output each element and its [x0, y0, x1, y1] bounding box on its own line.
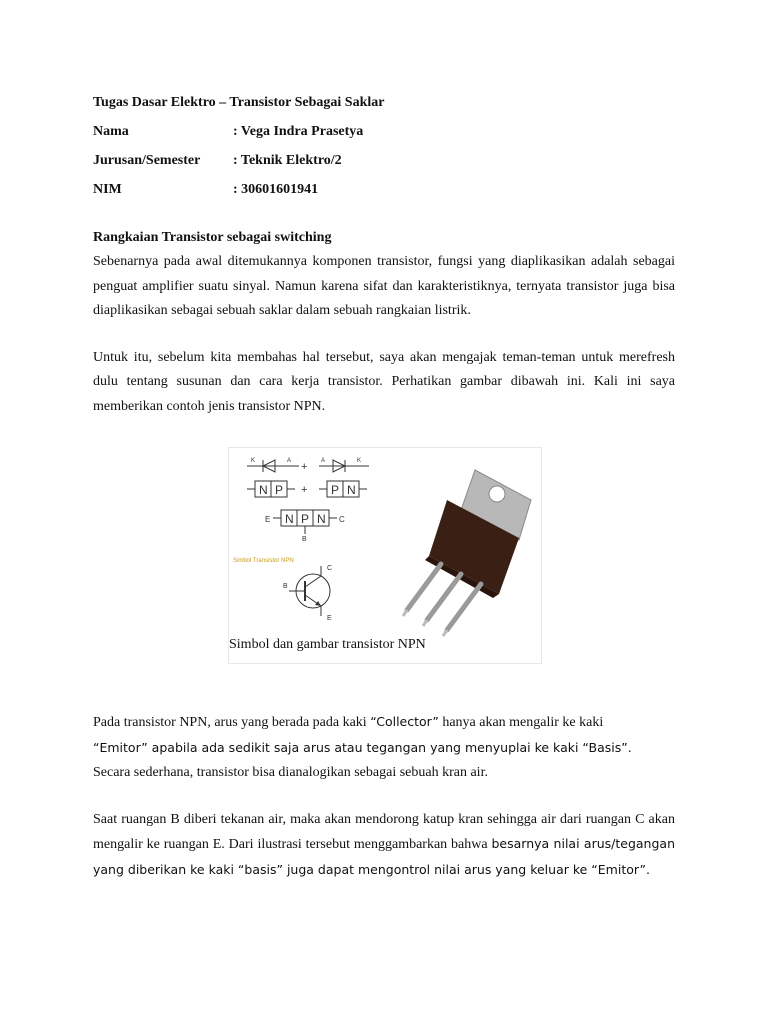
label-b: B	[302, 536, 307, 543]
label-e: E	[327, 615, 332, 622]
text-run: “Emitor” apabila ada sedikit saja arus atau tegangan yang menyuplai ke kaki “Basis”.	[93, 739, 632, 755]
document-title: Tugas Dasar Elektro – Transistor Sebagai Saklar	[93, 95, 385, 110]
document-page	[93, 88, 675, 419]
label-p: P	[275, 483, 284, 497]
field-major	[93, 146, 675, 175]
label-a: A	[287, 458, 292, 464]
text-run: “Collector”	[370, 714, 439, 729]
text-run: hanya akan mengalir ke kaki	[438, 715, 604, 730]
label-p: P	[301, 512, 310, 526]
paragraph-intro: Sebenarnya pada awal ditemukannya komponen transistor, fungsi yang diaplikasikan adalah sebagai penguat amplifier suatu sinyal. Namun karena sifat dan karakteristiknya, ternyata transistor juga bisa diaplikasikan sebagai sebuah saklar dalam sebuah rangkaian listrik.	[93, 254, 675, 318]
label-a: A	[321, 458, 326, 464]
paragraph-npn	[93, 710, 675, 761]
label-n: N	[259, 483, 268, 497]
field-label: Jurusan/Semester	[93, 153, 201, 168]
figure-caption: Simbol dan gambar transistor NPN	[229, 637, 426, 652]
label-n: N	[347, 483, 356, 497]
label-b: B	[283, 583, 288, 590]
paragraph-analogy: Secara sederhana, transistor bisa dianalogikan sebagai sebuah kran air.	[93, 765, 488, 780]
label-n: N	[317, 512, 326, 526]
label-k: K	[357, 458, 362, 464]
document-body	[93, 710, 675, 883]
field-value: : Vega Indra Prasetya	[233, 124, 364, 139]
field-value: : Teknik Elektro/2	[233, 153, 342, 168]
transistor-figure	[228, 447, 542, 664]
paragraph-water	[93, 808, 675, 884]
field-value: : 30601601941	[233, 182, 319, 197]
paragraph-refresh: Untuk itu, sebelum kita membahas hal tersebut, saya akan mengajak teman-teman untuk merefresh dulu tentang susunan dan cara kerja transistor. Perhatikan gambar dibawah ini. Kali ini saya memberikan contoh jenis transistor NPN.	[93, 349, 675, 414]
transistor-illustration	[229, 448, 543, 638]
label-n: N	[285, 512, 294, 526]
field-label: NIM	[93, 182, 122, 197]
field-nim	[93, 175, 675, 204]
transistor-photo	[403, 470, 531, 636]
field-name	[93, 117, 675, 146]
text-run: Saat ruangan B diberi tekanan air, maka akan mendorong katup kran sehingga air dari ruangan C akan mengalir ke ruangan E. Dari ilustrasi tersebut menggambarkan bahwa	[93, 811, 675, 852]
section-title: Rangkaian Transistor sebagai switching	[93, 230, 332, 245]
text-run: besarnya nilai arus/tegangan yang diberikan ke kaki “basis” juga dapat mengontrol nilai arus yang keluar ke “Emitor”.	[93, 836, 675, 877]
plus-sign: +	[301, 484, 308, 496]
label-c: C	[339, 515, 345, 524]
label-k: K	[251, 458, 256, 464]
text-run: Pada transistor NPN, arus yang berada pada kaki	[93, 715, 371, 730]
label-e: E	[265, 515, 271, 524]
label-c: C	[327, 565, 333, 572]
label-p: P	[331, 483, 340, 497]
field-label: Nama	[93, 124, 129, 139]
plus-sign: +	[301, 461, 308, 473]
symbol-title: Simbol Transistor NPN	[233, 558, 294, 564]
